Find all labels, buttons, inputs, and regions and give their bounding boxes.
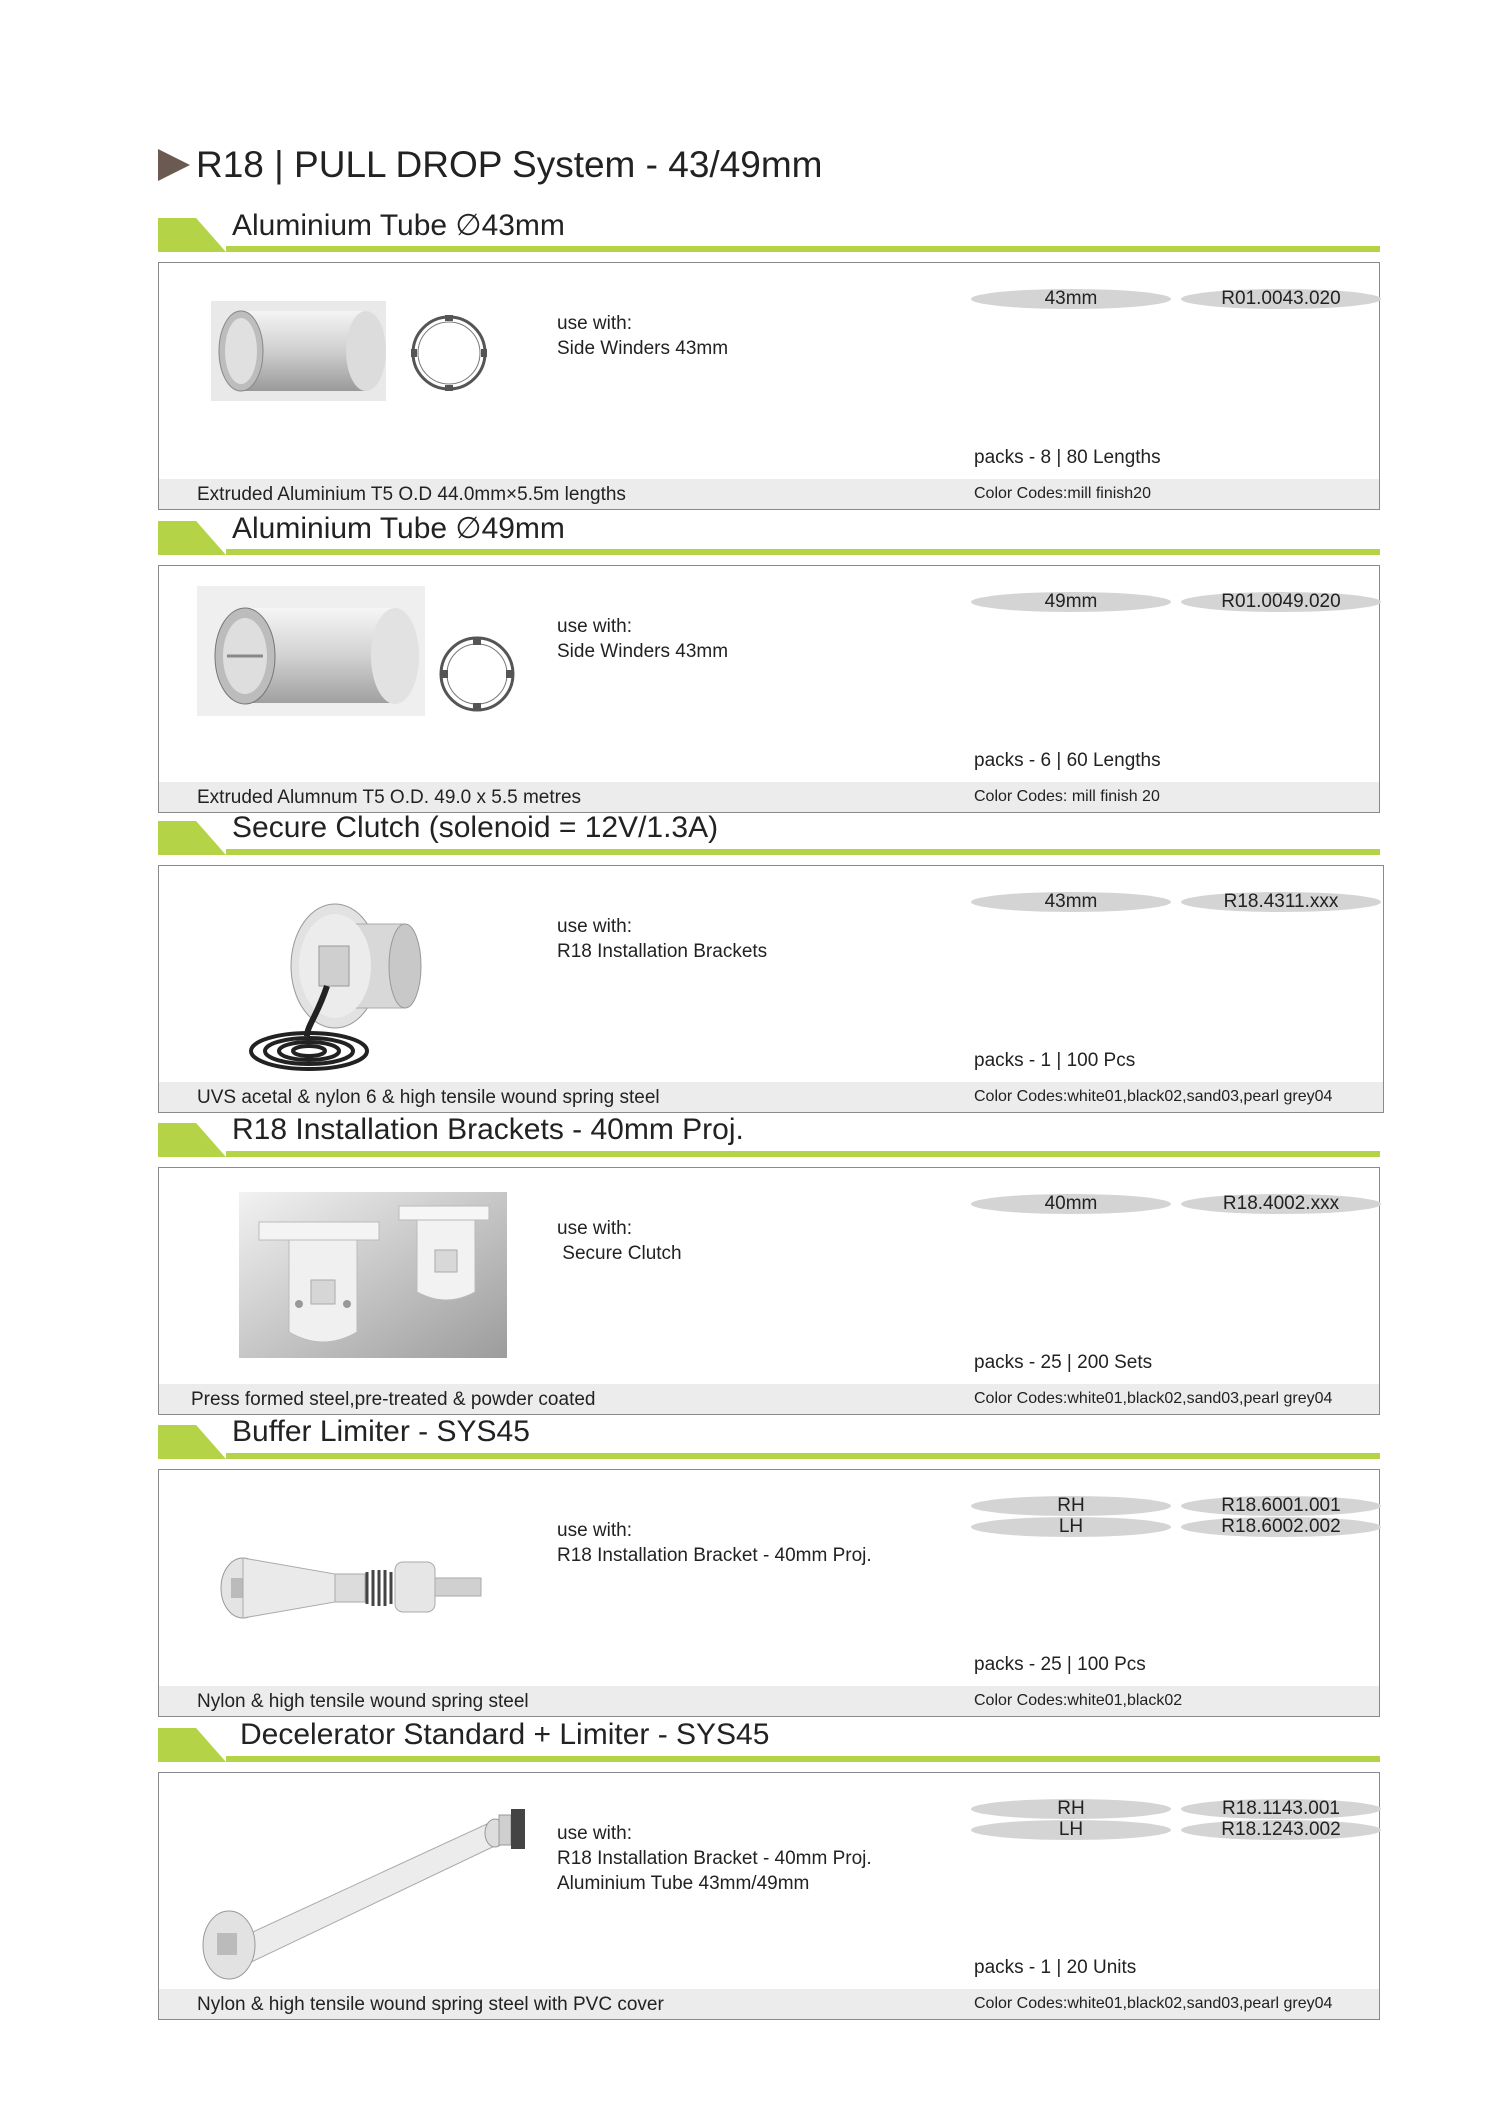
use-with-item: Side Winders 43mm (557, 338, 729, 359)
section-header (158, 1415, 1380, 1463)
product-name: Aluminium Tube ∅43mm (232, 209, 565, 242)
page-title-text: R18 | PULL DROP System - 43/49mm (196, 144, 823, 185)
code-pill: R01.0049.020 (1181, 592, 1381, 612)
size-pill: LH (971, 1820, 1171, 1840)
color-codes-text: Color Codes:white01,black02,sand03,pearl grey04 (974, 1088, 1333, 1105)
product-box (158, 1469, 1380, 1717)
decelerator-image (189, 1793, 529, 1983)
section-tab-decoration (158, 1425, 226, 1459)
size-pill: RH (971, 1496, 1171, 1516)
section-tab-decoration (158, 821, 226, 855)
material-text: Extruded Aluminium T5 O.D 44.0mm×5.5m lengths (197, 484, 626, 505)
use-with-item: R18 Installation Brackets (557, 941, 768, 962)
section-rule (226, 549, 1380, 555)
packs-text: packs - 1 | 100 Pcs (974, 1050, 1136, 1071)
color-codes-text: Color Codes:white01,black02,sand03,pearl grey04 (974, 1390, 1333, 1407)
size-pill: 43mm (971, 289, 1171, 309)
code-pill: R18.4311.xxx (1181, 892, 1381, 912)
use-with-label: use with: (557, 1823, 632, 1844)
material-text: UVS acetal & nylon 6 & high tensile wound spring steel (197, 1087, 660, 1108)
section-tab-decoration (158, 1123, 226, 1157)
use-with-block (557, 914, 767, 964)
product-box (158, 1772, 1380, 2020)
code-pill: R18.6001.001 (1181, 1496, 1381, 1516)
section-rule (226, 849, 1380, 855)
packs-text: packs - 1 | 20 Units (974, 1957, 1137, 1978)
section-rule (226, 1756, 1380, 1762)
section-header (158, 1113, 1380, 1161)
section-rule (226, 1151, 1380, 1157)
code-pill: R18.1143.001 (1181, 1799, 1381, 1819)
product-name: R18 Installation Brackets - 40mm Proj. (232, 1113, 744, 1146)
size-pill: 40mm (971, 1194, 1171, 1214)
product-aluminium-tube-43 (158, 209, 1380, 505)
size-pill: LH (971, 1517, 1171, 1537)
material-text: Nylon & high tensile wound spring steel with PVC cover (197, 1994, 664, 2015)
use-with-label: use with: (557, 916, 632, 937)
use-with-block (557, 614, 728, 664)
size-pill: 43mm (971, 892, 1171, 912)
section-tab-decoration (158, 521, 226, 555)
product-buffer-limiter (158, 1415, 1380, 1712)
aluminium-tube-43-image (211, 301, 511, 401)
product-box (158, 565, 1380, 813)
use-with-label: use with: (557, 616, 632, 637)
packs-text: packs - 25 | 100 Pcs (974, 1654, 1146, 1675)
use-with-block (557, 311, 728, 361)
use-with-item: R18 Installation Bracket - 40mm Proj. (557, 1545, 872, 1566)
page-title (158, 140, 823, 190)
secure-clutch-image (247, 896, 447, 1086)
color-codes-text: Color Codes:mill finish20 (974, 485, 1151, 502)
material-text: Extruded Alumnum T5 O.D. 49.0 x 5.5 metres (197, 787, 582, 808)
section-rule (226, 246, 1380, 252)
use-with-item: Secure Clutch (557, 1243, 682, 1264)
use-with-item: Side Winders 43mm (557, 641, 729, 662)
packs-text: packs - 6 | 60 Lengths (974, 750, 1161, 771)
code-pill: R18.6002.002 (1181, 1517, 1381, 1537)
section-tab-decoration (158, 1728, 226, 1762)
section-rule (226, 1453, 1380, 1459)
size-pill: RH (971, 1799, 1171, 1819)
use-with-block (557, 1821, 872, 1896)
buffer-limiter-image (215, 1540, 485, 1630)
packs-text: packs - 25 | 200 Sets (974, 1352, 1153, 1373)
color-codes-text: Color Codes: mill finish 20 (974, 788, 1160, 805)
color-codes-text: Color Codes:white01,black02 (974, 1692, 1183, 1709)
material-text: Press formed steel,pre-treated & powder coated (191, 1389, 596, 1410)
title-triangle-icon (158, 149, 190, 181)
use-with-label: use with: (557, 1218, 632, 1239)
color-codes-text: Color Codes:white01,black02,sand03,pearl grey04 (974, 1995, 1333, 2012)
product-installation-brackets (158, 1113, 1380, 1410)
section-tab-decoration (158, 218, 226, 252)
section-header (158, 512, 1380, 559)
product-secure-clutch (158, 811, 1380, 1108)
product-name: Buffer Limiter - SYS45 (232, 1415, 530, 1448)
product-box (158, 865, 1384, 1113)
product-box (158, 262, 1380, 510)
installation-brackets-image (239, 1192, 507, 1358)
code-pill: R01.0043.020 (1181, 289, 1381, 309)
use-with-block (557, 1216, 682, 1266)
use-with-block (557, 1518, 872, 1568)
product-decelerator (158, 1718, 1380, 2015)
product-name: Secure Clutch (solenoid = 12V/1.3A) (232, 811, 719, 844)
product-name: Aluminium Tube ∅49mm (232, 512, 565, 545)
code-pill: R18.1243.002 (1181, 1820, 1381, 1840)
use-with-item: R18 Installation Bracket - 40mm Proj. (557, 1848, 872, 1869)
size-pill: 49mm (971, 592, 1171, 612)
code-pill: R18.4002.xxx (1181, 1194, 1381, 1214)
aluminium-tube-49-image (197, 586, 517, 716)
product-aluminium-tube-49 (158, 512, 1380, 808)
material-text: Nylon & high tensile wound spring steel (197, 1691, 529, 1712)
use-with-item: Aluminium Tube 43mm/49mm (557, 1873, 810, 1894)
use-with-label: use with: (557, 1520, 632, 1541)
section-header (158, 1718, 1380, 1766)
packs-text: packs - 8 | 80 Lengths (974, 447, 1161, 468)
product-box (158, 1167, 1380, 1415)
product-name: Decelerator Standard + Limiter - SYS45 (240, 1718, 770, 1751)
section-header (158, 811, 1380, 859)
use-with-label: use with: (557, 313, 632, 334)
section-header (158, 209, 1380, 256)
